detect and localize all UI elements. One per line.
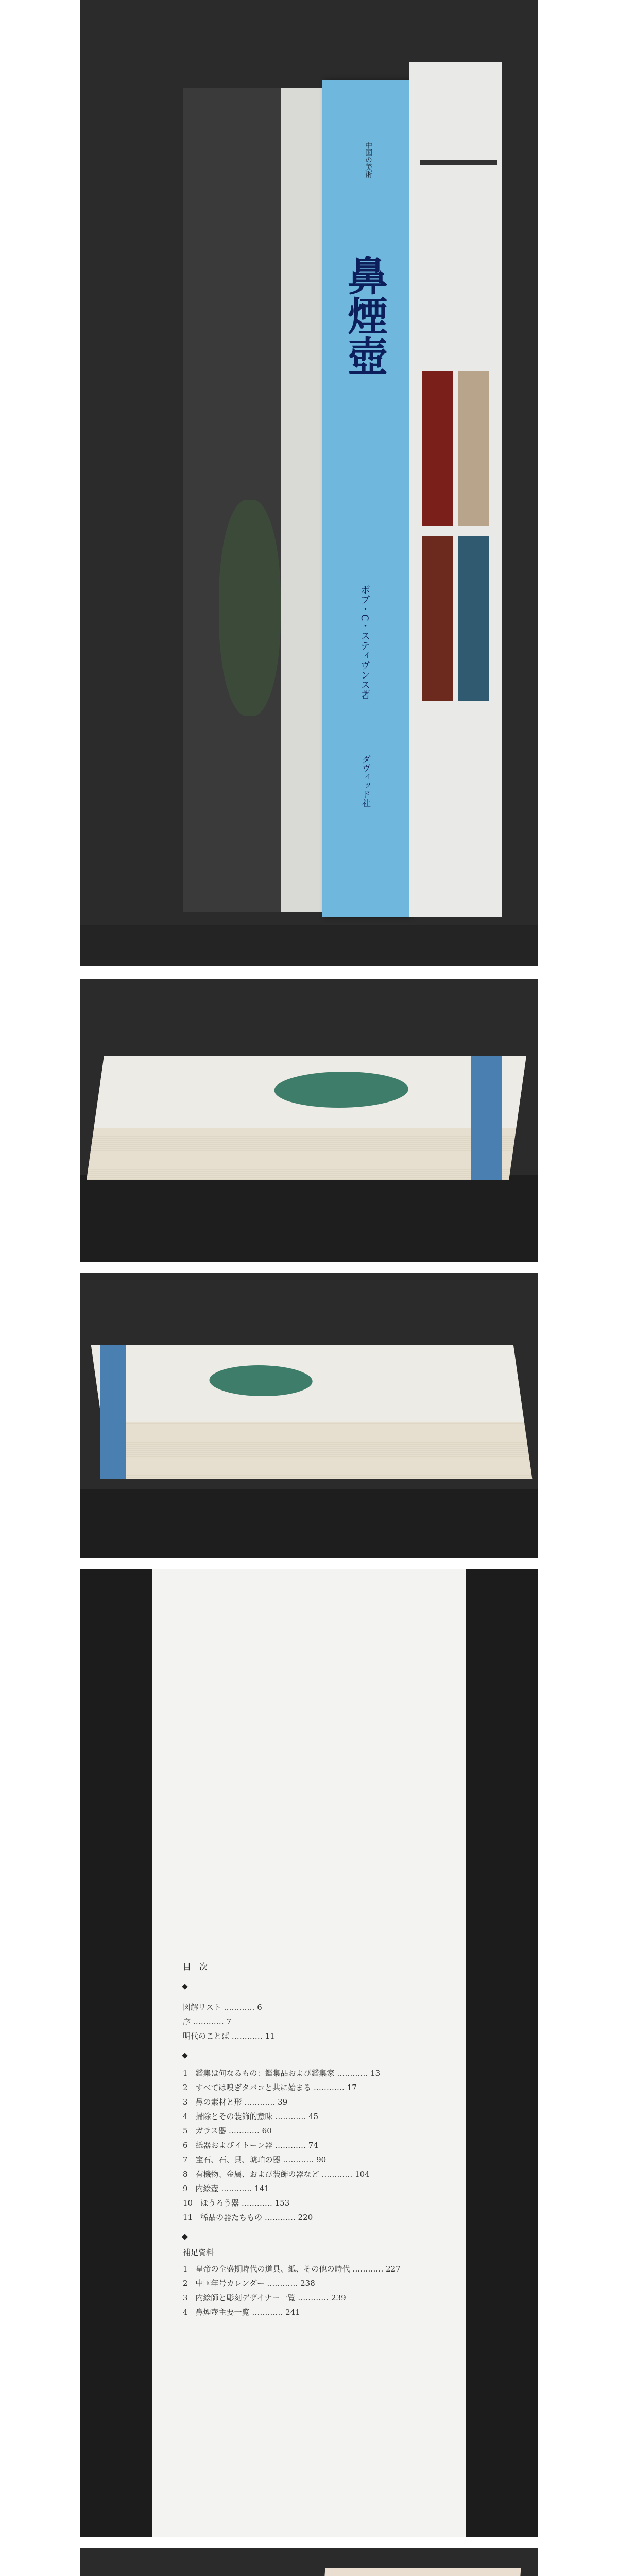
contents-page: 目 次 図解リスト ………… 6 序 ………… 7 明代のことば ………… 11 1 鑑集は何なるもの：鑑集品および鑑集家 ………… 13 2 すべては嗅ぎタバコと共に始まる ………… 17 3 鼻の素材と形 ………… 39 4 掃除とその装飾的意味 ………… 45 5 ガラス器 ………… 60 6 紙器およびイトーン器 ………… 74 7 宝石、石、貝、琥珀の器 ………… 90 8 有機物、金属、および装飾の器など ………… 104 9 内絵壺 ………… 141 10 ほうろう器 ………… 153 11 稀品の器たちもの ………… 220 補足資料 1 皇帝の全盛期時代の道具、紙、その他の時代 ………… 227 2 中国年号カレンダー ………… 238 3 内絵師と彫刻デザイナー一覧 ………… 239 4 鼻煙壺主要一覧 ………… 241 (152, 1569, 466, 2537)
bullet-icon (182, 2053, 187, 2058)
chapter-line: 4 掃除とその装飾的意味 (183, 2112, 273, 2121)
intro-item: 明代のことば (183, 2031, 230, 2041)
chapter-line: 7 宝石、石、貝、琥珀の器 (183, 2155, 281, 2164)
photo-book-flat-1 (80, 979, 538, 1262)
chapter-line: 5 ガラス器 (183, 2126, 227, 2136)
table-surface (80, 1175, 538, 1262)
chapter-line: 11 稀品の器たちもの (183, 2213, 263, 2222)
intro-item: 図解リスト (183, 2003, 221, 2012)
book-front-edge (409, 62, 502, 917)
appendix-line: 3 内絵師と彫刻デザイナー一覧 (183, 2293, 296, 2302)
book-pages-block-2 (91, 1345, 533, 1479)
photo-open-book-1 (80, 2548, 538, 2576)
chapter-line: 1 鑑集は何なるもの：鑑集品および鑑集家 (183, 2069, 335, 2078)
appendix-line: 4 鼻煙壺主要一覧 (183, 2308, 250, 2317)
book-back-edge (183, 88, 322, 912)
book-pages-block (87, 1056, 526, 1180)
cover-thumb-1 (422, 371, 453, 526)
intro-item: 序 (183, 2017, 191, 2026)
open-book-right-page (308, 2568, 521, 2576)
photo-book-flat-2 (80, 1273, 538, 1558)
chapter-line: 2 すべては嗅ぎタバコと共に始まる (183, 2083, 312, 2092)
contents-heading: 目 次 (183, 1962, 208, 1972)
bullet-icon (182, 2234, 187, 2240)
book-spine (322, 80, 409, 917)
appendix-line: 1 皇帝の全盛期時代の道具、紙、その他の時代 (183, 2264, 350, 2274)
chapter-line: 3 鼻の素材と形 (183, 2097, 242, 2107)
chapter-line: 8 有機物、金属、および装飾の器など (183, 2170, 319, 2179)
photo-spine (80, 0, 538, 966)
appendix-heading: 補足資料 (183, 2248, 214, 2257)
blurred-cover-art (219, 500, 281, 716)
table-surface-2 (80, 1489, 538, 1558)
book-spine-edge-2 (100, 1345, 126, 1479)
spine-shadow (80, 925, 538, 966)
appendix-line: 2 中国年号カレンダー (183, 2279, 265, 2288)
spine-title: 鼻煙壺 (341, 255, 388, 376)
cover-thumb-2 (458, 371, 489, 526)
spine-publisher: ダヴィッド社 (360, 755, 370, 807)
book-spine-edge (471, 1056, 502, 1180)
spine-top-label: 中国の美術 (364, 142, 372, 178)
cover-thumb-4 (458, 536, 489, 701)
photo-contents-page (80, 1569, 538, 2537)
spine-author: ボブ・C・スティヴンス著 (359, 585, 370, 700)
chapter-line: 9 内絵壺 (183, 2184, 219, 2193)
chapter-line: 6 紙器およびイトーン器 (183, 2141, 273, 2150)
bullet-icon (182, 1984, 187, 1989)
cover-thumb-3 (422, 536, 453, 701)
chapter-line: 10 ほうろう器 (183, 2198, 239, 2208)
